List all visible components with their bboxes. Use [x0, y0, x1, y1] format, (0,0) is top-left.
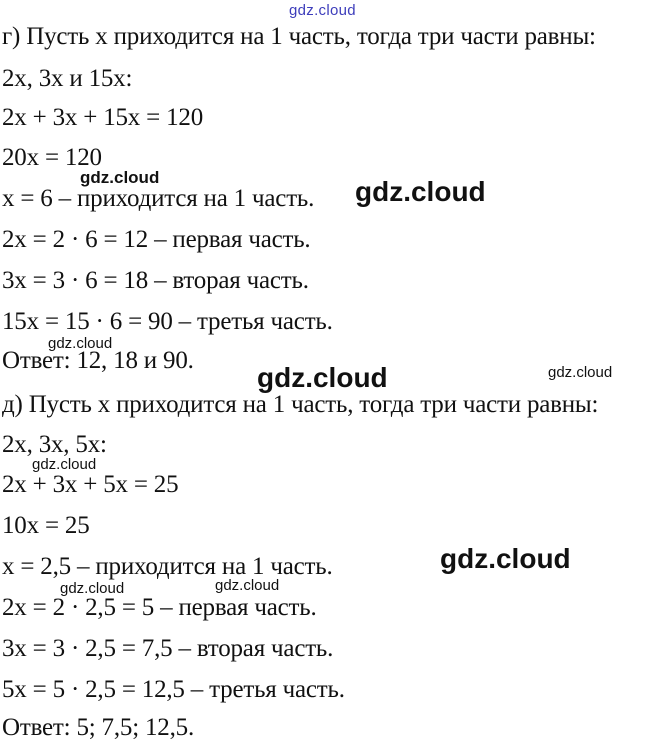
- part-d-line: 3x = 3 · 2,5 = 7,5 – вторая часть.: [2, 635, 334, 662]
- part-d-heading: д) Пусть x приходится на 1 часть, тогда три части равны:: [2, 391, 599, 418]
- part-g-line: 3x = 3 · 6 = 18 – вторая часть.: [2, 267, 309, 294]
- part-g-heading: г) Пусть x приходится на 1 часть, тогда три части равны:: [2, 23, 596, 50]
- part-d-line: x = 2,5 – приходится на 1 часть.: [2, 553, 333, 580]
- watermark: gdz.cloud: [80, 168, 160, 187]
- part-g-answer: Ответ: 12, 18 и 90.: [2, 347, 194, 374]
- part-g-line: 2x, 3x и 15x:: [2, 65, 133, 92]
- part-g-line: 15x = 15 · 6 = 90 – третья часть.: [2, 308, 333, 335]
- part-d-line: 10x = 25: [2, 512, 90, 539]
- part-g-line: 2x = 2 · 6 = 12 – первая часть.: [2, 226, 311, 253]
- watermark: gdz.cloud: [548, 364, 613, 381]
- part-d-answer: Ответ: 5; 7,5; 12,5.: [2, 714, 194, 741]
- part-d-line: 2x = 2 · 2,5 = 5 – первая часть.: [2, 594, 317, 621]
- watermark-top: gdz.cloud: [289, 2, 356, 19]
- part-d-line: 5x = 5 · 2,5 = 12,5 – третья часть.: [2, 676, 345, 703]
- part-g-line: x = 6 – приходится на 1 часть.: [2, 185, 315, 212]
- part-g-line: 20x = 120: [2, 144, 102, 171]
- watermark: gdz.cloud: [60, 580, 125, 597]
- part-g-equation: 2x + 3x + 15x = 120: [2, 104, 203, 131]
- watermark: gdz.cloud: [440, 543, 571, 574]
- watermark: gdz.cloud: [257, 362, 388, 393]
- watermark: gdz.cloud: [48, 335, 113, 352]
- watermark: gdz.cloud: [32, 456, 97, 473]
- watermark: gdz.cloud: [215, 577, 280, 594]
- watermark: gdz.cloud: [355, 176, 486, 207]
- part-d-line: 2x, 3x, 5x:: [2, 431, 107, 458]
- part-d-equation: 2x + 3x + 5x = 25: [2, 471, 179, 498]
